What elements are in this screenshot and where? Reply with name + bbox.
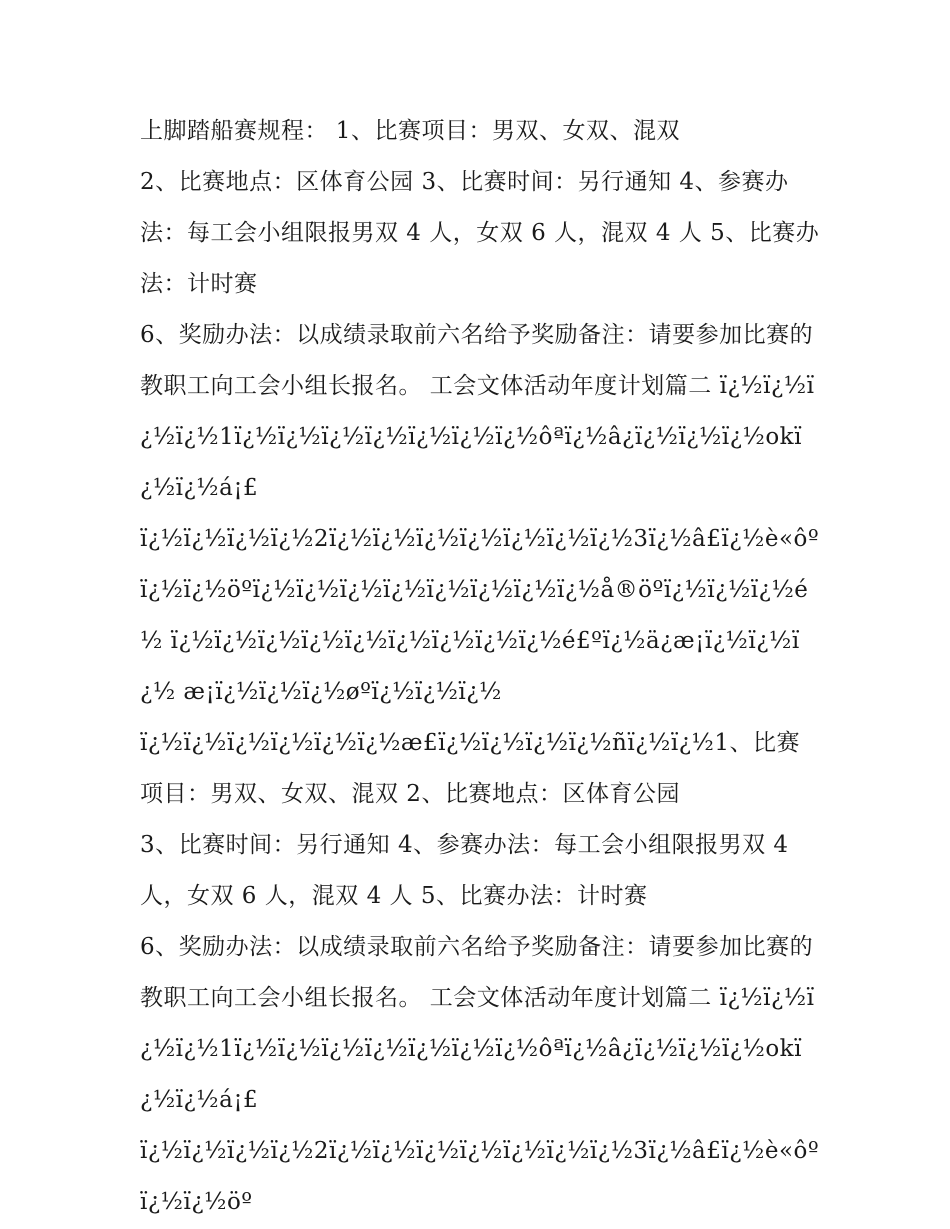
paragraph-time-method-repeat: 3、比赛时间：另行通知 4、参赛办法：每工会小组限报男双 4 人，女双 6 人，混双 4 人 5、比赛办法：计时赛	[140, 832, 789, 909]
paragraph-garbled: ï¿½ï¿½ï¿½ï¿½2ï¿½ï¿½ï¿½ï¿½ï¿½ï¿½ï¿½3ï¿½â£ï¿½è«ôºï¿½ï¿½öºï¿½ï¿½ï¿½ï¿½ï¿½ï¿½ï¿½ï¿½å®öºï¿½ï¿½ï¿½é½ ï¿½ï¿½ï¿½ï¿½ï¿½ï¿½ï¿½ï¿½ï¿½é£ºï¿½ä¿æ¡ï¿½ï¿½ï¿½ æ¡ï¿½ï¿½ï¿½øºï¿½ï¿½ï¿½	[140, 526, 820, 705]
paragraph-reward-and-garbled: 6、奖励办法：以成绩录取前六名给予奖励备注：请要参加比赛的教职工向工会小组长报名。 工会文体活动年度计划篇二 ï¿½ï¿½ï¿½ï¿½1ï¿½ï¿½ï¿½ï¿½ï¿½ï¿½ï¿½ôªï¿½â¿ï¿½ï¿½ï¿½okï¿½ï¿½á¡£	[140, 322, 815, 501]
paragraph-garbled-items: ï¿½ï¿½ï¿½ï¿½ï¿½ï¿½æ£ï¿½ï¿½ï¿½ï¿½ñï¿½ï¿½1、比赛项目：男双、女双、混双 2、比赛地点：区体育公园	[140, 730, 800, 807]
document-body	[140, 106, 820, 1228]
paragraph-location-time-method: 2、比赛地点：区体育公园 3、比赛时间：另行通知 4、参赛办法：每工会小组限报男双 4 人，女双 6 人，混双 4 人 5、比赛办法：计时赛	[140, 169, 820, 297]
paragraph-garbled-tail: ï¿½ï¿½ï¿½ï¿½2ï¿½ï¿½ï¿½ï¿½ï¿½ï¿½ï¿½3ï¿½â£ï¿½è«ôºï¿½ï¿½öº	[140, 1138, 820, 1215]
paragraph-rules-intro: 上脚踏船赛规程： 1、比赛项目：男双、女双、混双	[140, 118, 680, 144]
paragraph-reward-repeat: 6、奖励办法：以成绩录取前六名给予奖励备注：请要参加比赛的教职工向工会小组长报名。 工会文体活动年度计划篇二 ï¿½ï¿½ï¿½ï¿½1ï¿½ï¿½ï¿½ï¿½ï¿½ï¿½ï¿½ôªï¿½â¿ï¿½ï¿½ï¿½okï¿½ï¿½á¡£	[140, 934, 815, 1113]
